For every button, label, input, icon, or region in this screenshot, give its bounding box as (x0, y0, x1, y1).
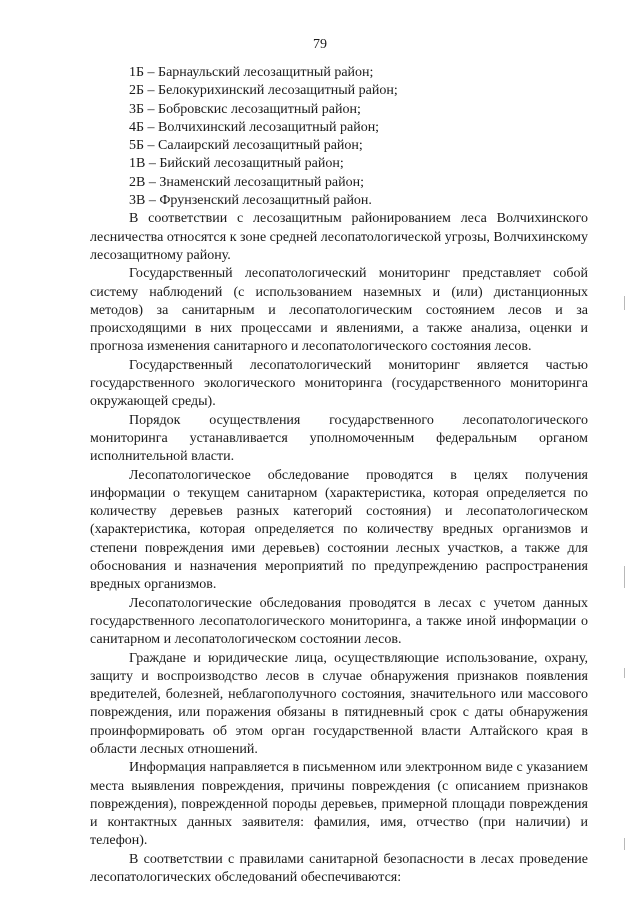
body-paragraph: Граждане и юридические лица, осуществляющие использование, охрану, защиту и воспроизводство лесов в случае обнаружения признаков появления вредителей, болезней, неблагополучного состояния, значительного или массового повреждения, или поражения обязаны в пятидневный срок с даты обнаружения проинформировать об этом орган государственной власти Алтайского края в области лесных отношений. (90, 650, 588, 757)
district-list-item: 3В – Фрунзенский лесозащитный район. (129, 193, 372, 209)
body-paragraph: Государственный лесопатологический мониторинг является частью государственного экологического мониторинга (государственного мониторинга окружающей среды). (90, 357, 588, 410)
body-paragraph: Порядок осуществления государственного лесопатологического мониторинга устанавливается уполномоченным федеральным органом исполнительной власти. (90, 412, 588, 465)
scan-margin-mark (624, 566, 625, 588)
page-content (90, 64, 588, 887)
district-list-item: 2Б – Белокурихинский лесозащитный район; (129, 83, 398, 99)
district-list-item: 3Б – Бобровскис лесозащитный район; (129, 101, 361, 117)
district-list-item: 2В – Знаменский лесозащитный район; (129, 174, 364, 190)
scan-margin-mark (624, 668, 625, 678)
body-paragraph: В соответствии с лесозащитным районированием леса Волчихинского лесничества относятся к зоне средней лесопатологической угрозы, Волчихинскому лесозащитному району. (90, 211, 588, 263)
district-list-item: 4Б – Волчихинский лесозащитный район; (129, 119, 380, 135)
district-list-item: 5Б – Салаирский лесозащитный район; (129, 138, 363, 154)
scan-margin-mark (624, 838, 625, 850)
body-paragraph: Информация направляется в письменном или электронном виде с указанием места выявления повреждения, причины повреждения (с описанием признаков повреждения), поврежденной породы деревьев, примерной площади повреждения и контактных данных заявителя: фамилия, имя, отчество (при наличии) и телефон). (90, 760, 588, 849)
body-paragraph: Лесопатологические обследования проводятся в лесах с учетом данных государственного лесопатологического мониторинга, а также иной информации о санитарном и лесопатологическом состоянии лесов. (90, 595, 588, 648)
district-list-item: 1В – Бийский лесозащитный район; (129, 156, 344, 172)
body-paragraph: В соответствии с правилами санитарной безопасности в лесах проведение лесопатологических обследований обеспечиваются: (90, 851, 588, 886)
district-list (90, 64, 588, 210)
scan-margin-mark (624, 296, 625, 310)
body-paragraph: Государственный лесопатологический мониторинг представляет собой систему наблюдений (с использованием наземных и (или) дистанционных методов) за санитарным и лесопатологическим состоянием лесов и за происходящими в них процессами и явлениями, а также анализа, оценки и прогноза изменения санитарного и лесопатологического состояния лесов. (90, 266, 588, 355)
page-number: 79 (313, 37, 327, 52)
body-paragraph: Лесопатологическое обследование проводятся в целях получения информации о текущем санитарном (характеристика, которая определяется по количеству деревьев разных категорий состояния) и лесопатологическом (характеристика, которая определяется по количеству вредных организмов и степени повреждения ими деревьев) состоянии лесных участков, а также для обоснования и назначения мероприятий по предупреждению распространения вредных организмов. (90, 467, 588, 593)
district-list-item: 1Б – Барнаульский лесозащитный район; (129, 65, 374, 80)
